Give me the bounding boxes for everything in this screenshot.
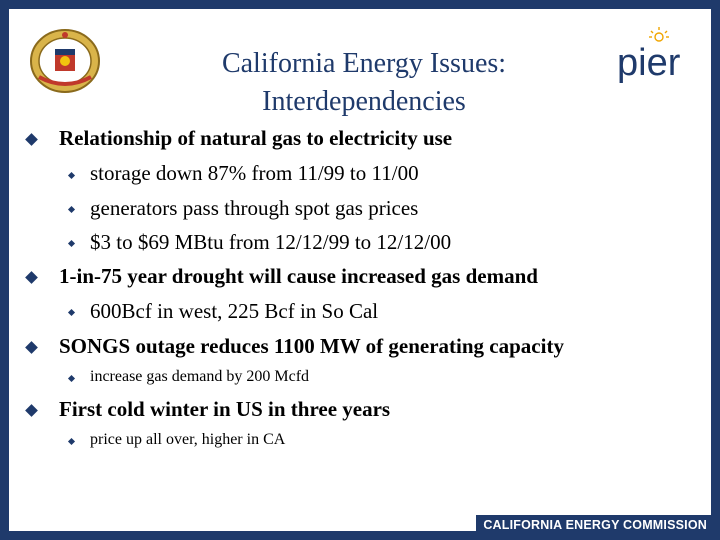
sub-bullet-item: increase gas demand by 200 Mcfd	[90, 368, 310, 385]
bullet-item: SONGS outage reduces 1100 MW of generating capacity	[59, 334, 564, 358]
diamond-bullet-icon	[25, 271, 38, 284]
bullet-list	[9, 9, 711, 531]
title-line-2: Interdependencies	[262, 86, 466, 117]
sub-bullet-icon	[68, 438, 75, 445]
title-line-1: California Energy Issues:	[221, 48, 507, 79]
diamond-bullet-icon	[25, 341, 38, 354]
sub-bullet-icon	[68, 172, 75, 179]
diamond-bullet-icon	[25, 404, 38, 417]
sub-bullet-item: 600Bcf in west, 225 Bcf in So Cal	[90, 299, 379, 323]
sub-bullet-item: $3 to $69 MBtu from 12/12/99 to 12/12/00	[90, 230, 452, 254]
sub-bullet-icon	[68, 206, 75, 213]
sub-bullet-icon	[68, 375, 75, 382]
footer-organization: CALIFORNIA ENERGY COMMISSION	[476, 515, 713, 535]
sub-bullet-item: storage down 87% from 11/99 to 11/00	[90, 161, 419, 185]
sub-bullet-icon	[68, 309, 75, 316]
bullet-item: Relationship of natural gas to electricity use	[59, 126, 453, 150]
bullet-item: First cold winter in US in three years	[59, 397, 391, 421]
diamond-bullet-icon	[25, 133, 38, 146]
sub-bullet-icon	[68, 240, 75, 247]
sub-bullet-item: price up all over, higher in CA	[90, 431, 286, 448]
sub-bullet-item: generators pass through spot gas prices	[90, 196, 419, 220]
pier-logo-text: pier	[617, 42, 681, 84]
bullet-item: 1-in-75 year drought will cause increased gas demand	[59, 264, 538, 288]
